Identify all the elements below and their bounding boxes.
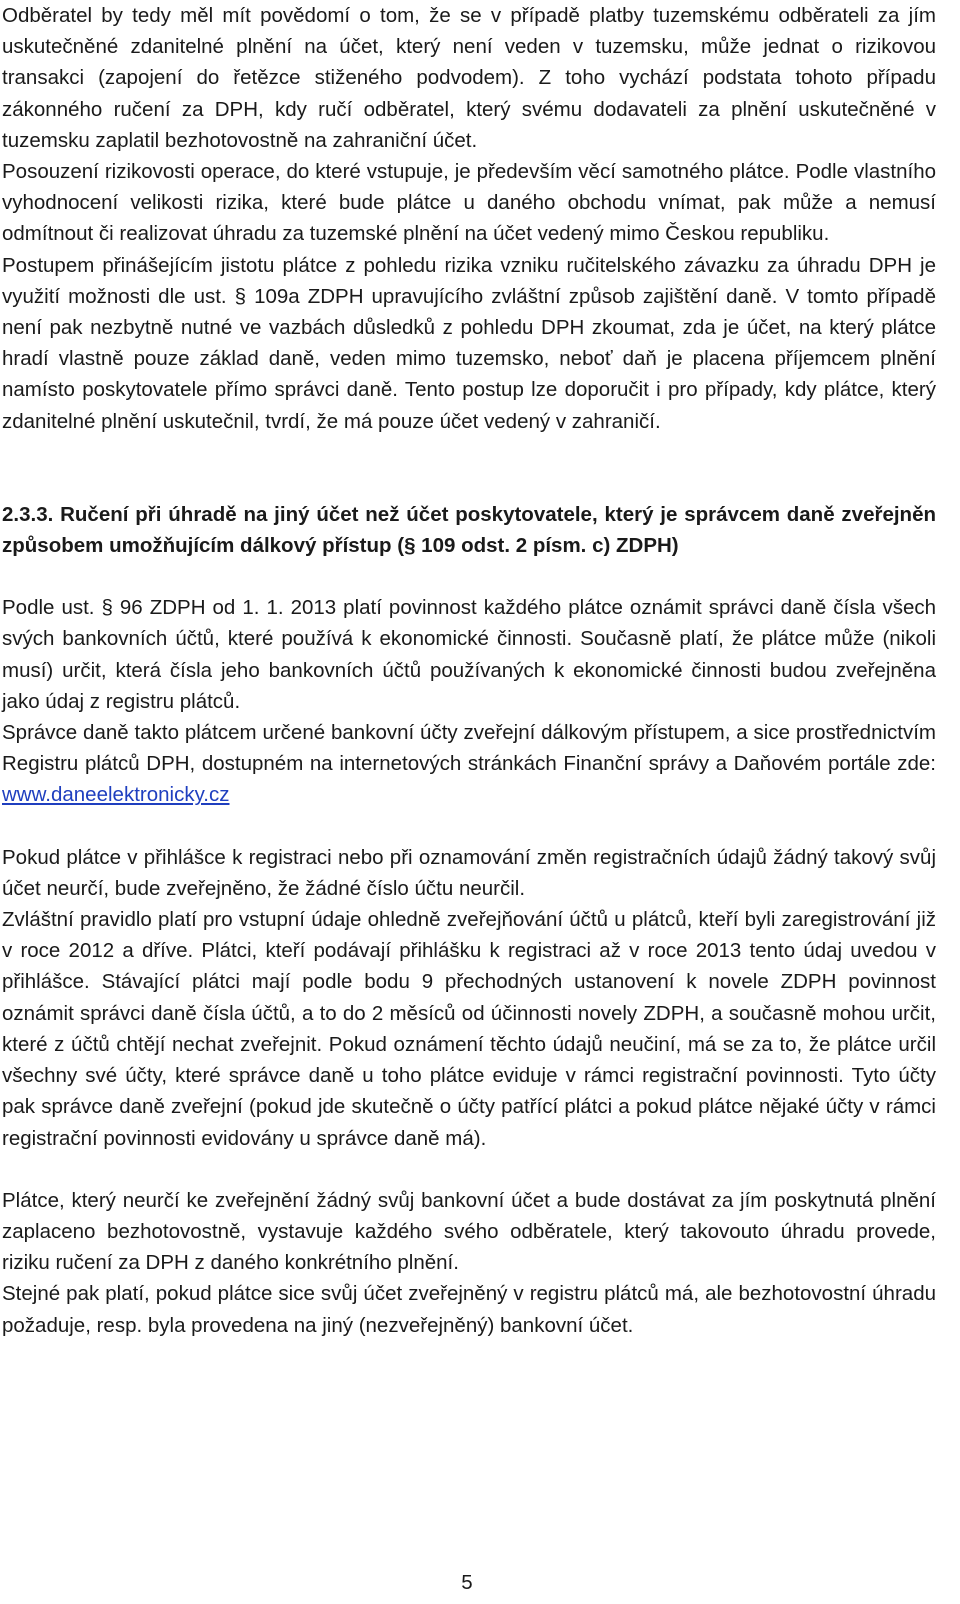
paragraph-unpublished-account: Stejné pak platí, pokud plátce sice svůj účet zveřejněný v registru plátců má, ale bezhotovostní úhradu požaduje, resp. byla provedena na jiný (nezveřejněný) bankovní účet. — [2, 1282, 936, 1337]
paragraph-account-notification: Podle ust. § 96 ZDPH od 1. 1. 2013 platí povinnost každého plátce oznámit správci daně čísla všech svých bankovních účtů, které používá k ekonomické činnosti. Současně platí, že plátce může (nikoli musí) určit, která čísla jeho bankovních účtů používaných k ekonomické činnosti budou zveřejněna jako údaj z registru plátců. — [2, 596, 936, 713]
section-heading-2-3-3: 2.3.3. Ručení při úhradě na jiný účet než účet poskytovatele, který je správcem daně zveřejněn způsobem umožňujícím dálkový přístup (§ 109 odst. 2 písm. c) ZDPH) — [2, 502, 936, 558]
paragraph-special-security: Postupem přinášejícím jistotu plátce z pohledu rizika vzniku ručitelského závazku za úhradu DPH je využití možnosti dle ust. § 109a ZDPH upravujícího zvláštní způsob zajištění daně. V tomto případě není pak nezbytně nutné ve vazbách důsledků z pohledu DPH zkoumat, zda je účet, na který plátce hradí vlastně pouze základ daně, veden mimo tuzemsko, neboť daň je placena příjemcem plnění namísto poskytovatele přímo správci daně. Tento postup lze doporučit i pro případy, kdy plátce, který zdanitelné plnění uskutečnil, tvrdí, že má pouze účet vedený v zahraničí. — [2, 253, 936, 433]
document-body — [2, 0, 936, 1341]
paragraph-no-account-specified: Pokud plátce v přihlášce k registraci nebo při oznamování změn registračních údajů žádný takový svůj účet neurčí, bude zveřejněno, že žádné číslo účtu neurčil. — [2, 845, 936, 900]
paragraph-cashless-risk: Plátce, který neurčí ke zveřejnění žádný svůj bankovní účet a bude dostávat za jím poskytnutá plnění zaplaceno bezhotovostně, vystavuje každého svého odběratele, který takovouto úhradu provede, riziku ručení za DPH z daného konkrétního plnění. — [2, 1188, 936, 1275]
registry-publication-text: Správce daně takto plátcem určené bankovní účty zveřejní dálkovým přístupem, a sice prostřednictvím Registru plátců DPH, dostupném na internetových stránkách Finanční správy a Daňovém portále zde: — [2, 721, 936, 776]
paragraph-registry-publication — [2, 717, 936, 811]
page-number: 5 — [461, 1571, 473, 1594]
paragraph-transitional-rule: Zvláštní pravidlo platí pro vstupní údaje ohledně zveřejňování účtů u plátců, kteří byli zaregistrování již v roce 2012 a dříve. Plátci, kteří podávají přihlášku k registraci až v roce 2013 tento údaj uvedou v přihlášce. Stávající plátci mají podle bodu 9 přechodných ustanovení k novele ZDPH povinnost oznámit správci daně čísla účtů, a to do 2 měsíců od účinnosti novely ZDPH, a současně mohou určit, které z účtů chtějí nechat zveřejnit. Pokud oznámení těchto údajů neučiní, má se za to, že plátce určil všechny své účty, které správce daně u toho plátce eviduje v rámci registrační povinnosti. Tyto účty pak správce daně zveřejní (pokud jde skutečně o účty patřící plátci a pokud plátce nějaké účty v rámci registrační povinnosti evidovány u správce daně má). — [2, 908, 936, 1150]
daneelektronicky-link[interactable]: www.daneelektronicky.cz — [2, 783, 230, 807]
paragraph-risk-assessment: Posouzení rizikovosti operace, do které vstupuje, je především věcí samotného plátce. Podle vlastního vyhodnocení velikosti rizika, které bude plátce u daného obchodu vnímat, pak může a nemusí odmítnout či realizovat úhradu za tuzemské plnění na účet vedený mimo Českou republiku. — [2, 160, 936, 246]
paragraph-risk-awareness: Odběratel by tedy měl mít povědomí o tom, že se v případě platby tuzemskému odběrateli za jím uskutečněné zdanitelné plnění na účet, který není veden v tuzemsku, může jednat o rizikovou transakci (zapojení do řetězce stiženého podvodem). Z toho vychází podstata tohoto případu zákonného ručení za DPH, kdy ručí odběratel, který svému dodavateli za plnění uskutečněné v tuzemsku zaplatil bezhotovostně na zahraniční účet. — [2, 4, 936, 152]
